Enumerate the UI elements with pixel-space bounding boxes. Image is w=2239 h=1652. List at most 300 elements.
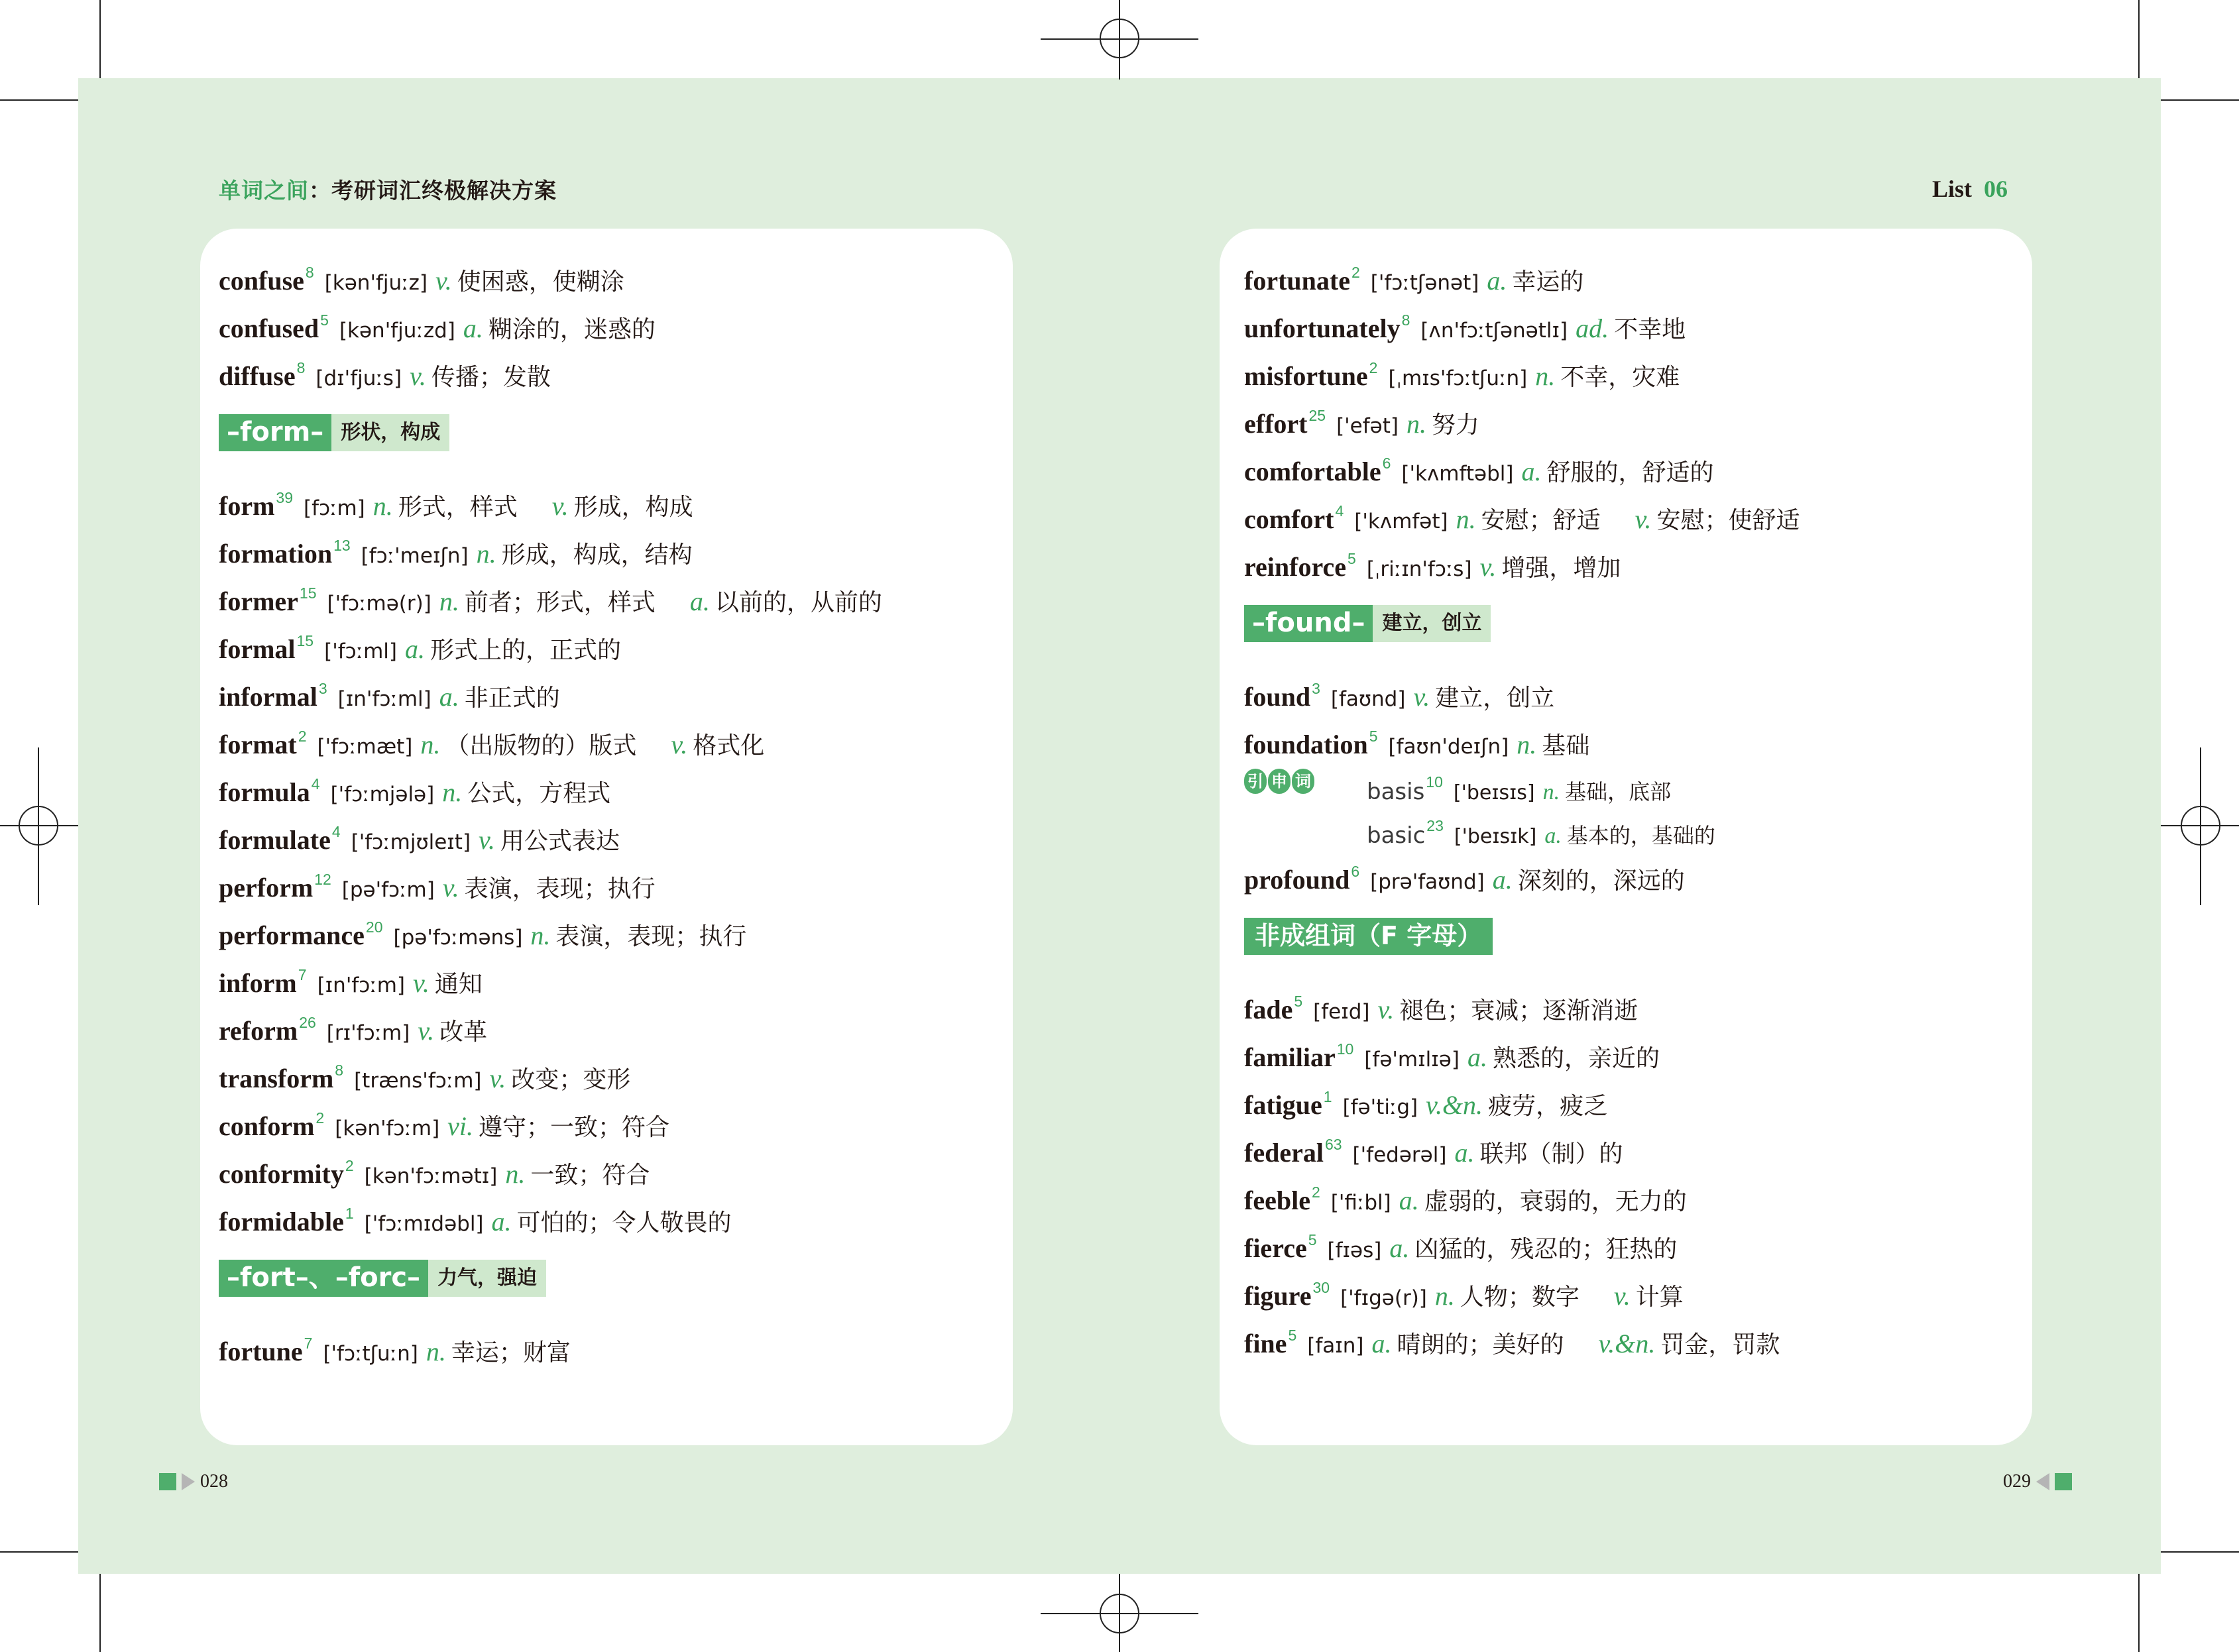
- definition: 计算: [1635, 1284, 1684, 1311]
- headword: profound: [1244, 865, 1350, 895]
- extended-entry: [1244, 804, 2026, 848]
- definition: 舒服的，舒适的: [1546, 459, 1714, 486]
- definition: 可怕的；令人敬畏的: [516, 1209, 732, 1237]
- headword: perform: [219, 873, 314, 903]
- vocab-entry: [1244, 296, 2026, 344]
- registration-line: [0, 825, 78, 826]
- frequency-count: 63: [1324, 1136, 1342, 1153]
- definition: 改革: [439, 1019, 488, 1046]
- registration-line: [1119, 0, 1120, 80]
- vocab-entry: [219, 522, 1001, 569]
- vocab-entry: [219, 665, 1001, 712]
- part-of-speech: n.: [1456, 504, 1476, 534]
- phonetic: [pə'fɔːm]: [341, 878, 435, 902]
- definition: 罚金，罚款: [1660, 1331, 1780, 1358]
- frequency-count: 26: [299, 1014, 316, 1031]
- phonetic: ['fɔːtʃənət]: [1370, 271, 1479, 295]
- page-marker-square: [2055, 1473, 2072, 1490]
- phonetic: [faʊn'deɪʃn]: [1388, 735, 1509, 759]
- phonetic: [kən'fjuːzd]: [339, 319, 455, 343]
- definition: 幸运；财富: [451, 1339, 571, 1366]
- definition: 传播；发散: [431, 364, 551, 391]
- vocab-entry: [219, 1319, 1001, 1367]
- crop-mark: [2138, 0, 2140, 78]
- part-of-speech: v.: [551, 491, 569, 521]
- headword: federal: [1244, 1138, 1324, 1168]
- headword: reinforce: [1244, 552, 1347, 582]
- headword: informal: [219, 682, 317, 712]
- vocab-entry: [219, 1142, 1001, 1189]
- section-desc: 建立，创立: [1373, 605, 1491, 642]
- phonetic: ['fɔːmjʊleɪt]: [351, 830, 471, 854]
- entry-group: [219, 474, 1001, 1237]
- definition: 不幸，灾难: [1560, 364, 1680, 391]
- section-desc: 形状，构成: [331, 414, 449, 451]
- vocab-entry: [1244, 977, 2026, 1025]
- frequency-count: 5: [1294, 993, 1303, 1010]
- part-of-speech: n.: [420, 730, 441, 759]
- phonetic: [kən'fjuːz]: [324, 271, 428, 295]
- crop-mark: [0, 1551, 78, 1553]
- headword: conform: [219, 1111, 315, 1141]
- part-of-speech: a.: [439, 682, 459, 712]
- part-of-speech: n.: [373, 491, 393, 521]
- part-of-speech: n.: [1542, 780, 1560, 804]
- sub-word: basic: [1367, 822, 1426, 849]
- vocab-entry: [1244, 439, 2026, 487]
- phonetic: [ˌmɪs'fɔːtʃuːn]: [1388, 366, 1528, 390]
- vocab-entry: [219, 296, 1001, 344]
- frequency-count: 5: [1308, 1231, 1317, 1248]
- phonetic: ['beɪsɪs]: [1453, 781, 1535, 804]
- definition: 格式化: [693, 732, 765, 759]
- crop-mark: [2138, 1574, 2140, 1652]
- definition: 遵守；一致；符合: [479, 1114, 670, 1141]
- vocab-entry: [1244, 248, 2026, 296]
- phonetic: ['fɔːtʃuːn]: [323, 1342, 418, 1366]
- phonetic: [ʌn'fɔːtʃənətlɪ]: [1420, 319, 1568, 343]
- vocab-entry: [219, 951, 1001, 999]
- part-of-speech: a.: [1399, 1185, 1419, 1215]
- headword: comfort: [1244, 504, 1334, 534]
- frequency-count: 2: [298, 728, 307, 745]
- page-number-right: [2003, 1471, 2072, 1492]
- phonetic: [prə'faʊnd]: [1370, 870, 1485, 894]
- phonetic: [træns'fɔːm]: [354, 1069, 482, 1093]
- part-of-speech: n.: [505, 1159, 526, 1189]
- frequency-count: 23: [1426, 817, 1444, 834]
- part-of-speech: v.: [410, 361, 426, 391]
- headword: figure: [1244, 1281, 1312, 1311]
- part-of-speech: a.: [491, 1207, 512, 1237]
- page-marker-arrow: [182, 1473, 195, 1490]
- part-of-speech: v.: [479, 825, 495, 855]
- definition: 通知: [434, 971, 483, 998]
- frequency-count: 3: [318, 680, 327, 697]
- definition: 建立，创立: [1435, 685, 1555, 712]
- section-heading-fort: [219, 1260, 1001, 1297]
- frequency-count: 1: [1323, 1088, 1332, 1105]
- vocab-entry: [1244, 535, 2026, 582]
- frequency-count: 8: [335, 1062, 344, 1079]
- headword: diffuse: [219, 361, 296, 391]
- definition: 非正式的: [464, 685, 560, 712]
- vocab-entry: [1244, 1168, 2026, 1216]
- frequency-count: 7: [298, 966, 307, 983]
- definition: 糊涂的，迷惑的: [488, 316, 656, 343]
- part-of-speech: a.: [1371, 1329, 1392, 1358]
- sub-word: basis: [1367, 779, 1425, 805]
- phonetic: [kən'fɔːmətɪ]: [364, 1164, 498, 1188]
- part-of-speech: n.: [1407, 409, 1426, 439]
- headword: fortunate: [1244, 266, 1350, 296]
- part-of-speech: v.: [435, 266, 452, 296]
- part-of-speech: v.: [442, 873, 459, 903]
- phonetic: ['efət]: [1336, 414, 1399, 438]
- vocab-entry: [219, 248, 1001, 296]
- definition: 形式上的，正式的: [430, 637, 622, 664]
- registration-line: [38, 747, 39, 905]
- definition: 形式，样式: [398, 494, 518, 521]
- part-of-speech: a.: [689, 586, 710, 616]
- frequency-count: 5: [1348, 550, 1356, 567]
- registration-line: [1119, 1574, 1120, 1652]
- phonetic: ['fɪgə(r)]: [1340, 1286, 1427, 1310]
- frequency-count: 5: [320, 311, 329, 329]
- vocab-entry: [219, 1189, 1001, 1237]
- phonetic: [faʊnd]: [1330, 687, 1406, 711]
- definition: 形成，构成，结构: [501, 541, 693, 569]
- phonetic: [dɪ'fjuːs]: [316, 366, 402, 390]
- frequency-count: 8: [305, 264, 314, 281]
- part-of-speech: v.: [1613, 1281, 1631, 1311]
- definition: 晴朗的；美好的: [1397, 1331, 1564, 1358]
- part-of-speech: a.: [1454, 1138, 1475, 1168]
- headword: formal: [219, 634, 296, 664]
- left-page-content: [219, 248, 1001, 1367]
- phonetic: ['fiːbl]: [1330, 1191, 1391, 1215]
- book-title-rest: ：考研词汇终极解决方案: [309, 178, 557, 203]
- part-of-speech: v.: [1413, 682, 1430, 712]
- vocab-entry: [1244, 1264, 2026, 1311]
- definition: 使困惑，使糊涂: [457, 268, 624, 296]
- vocab-entry: [219, 474, 1001, 522]
- definition: 联邦（制）的: [1479, 1140, 1623, 1168]
- headword: form: [219, 491, 275, 521]
- part-of-speech: a.: [1487, 266, 1507, 296]
- phonetic: ['beɪsɪk]: [1454, 825, 1537, 848]
- vocab-entry: [1244, 848, 2026, 895]
- headword: formation: [219, 539, 333, 569]
- section-heading-nonroot: [1244, 918, 2026, 955]
- headword: fierce: [1244, 1233, 1307, 1263]
- definition: 前者；形式，样式: [464, 589, 656, 616]
- headword: inform: [219, 968, 297, 998]
- extended-entry: [1244, 760, 2026, 804]
- definition: 用公式表达: [500, 828, 620, 855]
- part-of-speech: a.: [1492, 865, 1513, 895]
- entry-group: [1244, 248, 2026, 582]
- part-of-speech: n.: [439, 586, 459, 616]
- part-of-speech: a.: [1467, 1042, 1487, 1072]
- part-of-speech: v.: [413, 968, 430, 998]
- frequency-count: 2: [1351, 264, 1360, 281]
- definition: 改变；变形: [511, 1066, 631, 1093]
- phonetic: ['fɔːmɪdəbl]: [364, 1212, 484, 1236]
- part-of-speech: a.: [1389, 1233, 1410, 1263]
- frequency-count: 8: [296, 359, 306, 376]
- frequency-count: 30: [1312, 1279, 1330, 1296]
- definition: （出版物的）版式: [445, 732, 637, 759]
- phonetic: ['fedərəl]: [1352, 1143, 1447, 1167]
- vocab-entry: [219, 569, 1001, 617]
- crop-mark: [0, 99, 78, 101]
- page-marker-arrow: [2036, 1473, 2049, 1490]
- entry-group: [219, 248, 1001, 392]
- frequency-count: 25: [1308, 407, 1326, 424]
- entry-group: [1244, 977, 2026, 1359]
- vocab-entry: [1244, 487, 2026, 535]
- headword: unfortunately: [1244, 313, 1401, 343]
- frequency-count: 39: [276, 489, 293, 506]
- entry-group: [219, 1319, 1001, 1367]
- definition: 安慰；使舒适: [1656, 507, 1800, 534]
- vocab-entry: [219, 712, 1001, 760]
- part-of-speech: a.: [1544, 824, 1562, 848]
- frequency-count: 13: [333, 537, 351, 554]
- headword: confused: [219, 313, 319, 343]
- part-of-speech: v.: [671, 730, 688, 759]
- phonetic: ['fɔːmæt]: [317, 735, 413, 759]
- part-of-speech: v.: [1635, 504, 1652, 534]
- vocab-entry: [1244, 1073, 2026, 1121]
- page-number: 029: [2003, 1471, 2031, 1492]
- frequency-count: 4: [1335, 502, 1344, 520]
- definition: 努力: [1432, 412, 1480, 439]
- headword: transform: [219, 1064, 334, 1093]
- part-of-speech: v.&n.: [1598, 1329, 1656, 1358]
- definition: 公式，方程式: [467, 780, 611, 807]
- badge-char: 词: [1292, 769, 1314, 794]
- section-tag: –found–: [1244, 605, 1373, 642]
- frequency-count: 8: [1401, 311, 1410, 329]
- headword: fatigue: [1244, 1090, 1322, 1120]
- section-tag: –form–: [219, 414, 331, 451]
- headword: format: [219, 730, 297, 759]
- part-of-speech: n.: [530, 920, 551, 950]
- vocab-entry: [1244, 344, 2026, 392]
- part-of-speech: v.: [1479, 552, 1497, 582]
- frequency-count: 20: [365, 918, 383, 936]
- definition: 增强，增加: [1501, 555, 1621, 582]
- definition: 疲劳，疲乏: [1488, 1093, 1608, 1120]
- frequency-count: 1: [345, 1205, 354, 1222]
- frequency-count: 6: [1351, 863, 1360, 880]
- running-header-book-title: [219, 174, 557, 205]
- vocab-entry: [219, 1046, 1001, 1094]
- frequency-count: 6: [1382, 455, 1391, 472]
- running-header-list: [1932, 175, 2008, 203]
- vocab-entry: [219, 903, 1001, 951]
- headword: confuse: [219, 266, 304, 296]
- definition: 一致；符合: [530, 1162, 650, 1189]
- book-title-prefix: 单词之间: [219, 178, 309, 203]
- vocab-entry: [1244, 1311, 2026, 1359]
- frequency-count: 15: [299, 584, 317, 602]
- phonetic: [fɪəs]: [1327, 1239, 1382, 1262]
- headword: formulate: [219, 825, 331, 855]
- definition: 熟悉的，亲近的: [1492, 1045, 1660, 1072]
- part-of-speech: v.: [1377, 995, 1395, 1024]
- headword: conformity: [219, 1159, 344, 1189]
- vocab-entry: [219, 760, 1001, 808]
- definition: 凶猛的，残忍的；狂热的: [1414, 1236, 1678, 1263]
- part-of-speech: n.: [426, 1337, 446, 1366]
- headword: fade: [1244, 995, 1293, 1024]
- page-number: 028: [200, 1471, 228, 1492]
- definition: 不幸地: [1614, 316, 1686, 343]
- right-page-content: [1244, 248, 2026, 1359]
- headword: performance: [219, 920, 365, 950]
- part-of-speech: v.: [489, 1064, 506, 1093]
- frequency-count: 2: [1311, 1184, 1320, 1201]
- phonetic: [feɪd]: [1313, 1000, 1370, 1024]
- phonetic: [fə'tiːg]: [1342, 1095, 1418, 1119]
- list-label: List: [1932, 176, 1973, 202]
- vocab-entry: [219, 855, 1001, 903]
- headword: foundation: [1244, 730, 1368, 759]
- crop-mark: [2161, 1551, 2239, 1553]
- headword: comfortable: [1244, 457, 1381, 486]
- definition: 基本的，基础的: [1566, 823, 1715, 848]
- phonetic: [kən'fɔːm]: [335, 1117, 440, 1140]
- frequency-count: 2: [345, 1157, 354, 1174]
- headword: fortune: [219, 1337, 303, 1366]
- definition: 以前的，从前的: [715, 589, 882, 616]
- section-heading-found: [1244, 605, 2026, 642]
- definition: 安慰；舒适: [1481, 507, 1601, 534]
- definition: 表演，表现；执行: [464, 875, 656, 903]
- part-of-speech: n.: [1517, 730, 1537, 759]
- phonetic: [fɔːm]: [304, 496, 365, 520]
- headword: reform: [219, 1016, 298, 1046]
- page-number-left: [159, 1471, 228, 1492]
- phonetic: [ˌriːɪn'fɔːs]: [1366, 557, 1472, 581]
- frequency-count: 12: [314, 871, 331, 888]
- definition: 基础: [1542, 732, 1590, 759]
- headword: formidable: [219, 1207, 344, 1237]
- part-of-speech: n.: [1434, 1281, 1455, 1311]
- entry-group: [1244, 665, 2026, 760]
- definition: 深刻的，深远的: [1517, 867, 1685, 895]
- crop-mark: [2161, 99, 2239, 101]
- part-of-speech: n.: [442, 777, 463, 807]
- part-of-speech: n.: [476, 539, 496, 569]
- frequency-count: 5: [1369, 728, 1378, 745]
- section-desc: 力气，强迫: [428, 1260, 546, 1297]
- badge-char: 引: [1244, 769, 1267, 794]
- definition: 基础，底部: [1565, 779, 1672, 804]
- frequency-count: 5: [1288, 1327, 1297, 1344]
- part-of-speech: vi.: [447, 1111, 474, 1141]
- definition: 形成，构成: [573, 494, 693, 521]
- frequency-count: 2: [316, 1109, 325, 1127]
- definition: 幸运的: [1512, 268, 1584, 296]
- phonetic: ['kʌmftəbl]: [1401, 462, 1514, 486]
- frequency-count: 7: [304, 1335, 313, 1352]
- badge-char: 申: [1268, 769, 1291, 794]
- section-tag: –fort–、–forc–: [219, 1260, 428, 1297]
- headword: feeble: [1244, 1185, 1310, 1215]
- definition: 褪色；衰减；逐渐消逝: [1399, 997, 1638, 1024]
- registration-line: [2200, 747, 2201, 905]
- frequency-count: 4: [311, 775, 320, 793]
- part-of-speech: n.: [1535, 361, 1556, 391]
- vocab-entry: [1244, 665, 2026, 712]
- frequency-count: 15: [296, 632, 314, 649]
- vocab-entry: [1244, 1121, 2026, 1168]
- crop-mark: [99, 0, 101, 78]
- headword: effort: [1244, 409, 1308, 439]
- phonetic: [pə'fɔːməns]: [393, 926, 523, 950]
- phonetic: ['fɔːmjələ]: [330, 783, 435, 806]
- phonetic: [ɪn'fɔːm]: [317, 973, 406, 997]
- phonetic: ['fɔːml]: [324, 639, 398, 663]
- frequency-count: 2: [1369, 359, 1378, 376]
- part-of-speech: v.: [418, 1016, 435, 1046]
- headword: former: [219, 586, 298, 616]
- part-of-speech: a.: [405, 634, 426, 664]
- phonetic: [fɔː'meɪʃn]: [361, 544, 469, 568]
- vocab-entry: [219, 617, 1001, 665]
- part-of-speech: a.: [1521, 457, 1542, 486]
- phonetic: [ɪn'fɔːml]: [337, 687, 431, 711]
- vocab-entry: [219, 808, 1001, 855]
- section-heading-form: [219, 414, 1001, 451]
- vocab-entry: [1244, 1025, 2026, 1073]
- frequency-count: 10: [1336, 1040, 1354, 1058]
- headword: familiar: [1244, 1042, 1336, 1072]
- part-of-speech: ad.: [1576, 313, 1609, 343]
- vocab-entry: [219, 344, 1001, 392]
- phonetic: ['fɔːmə(r)]: [327, 592, 431, 616]
- extended-words-badge: [1244, 769, 1314, 795]
- definition: 表演，表现；执行: [555, 923, 747, 950]
- phonetic: [faɪn]: [1307, 1334, 1364, 1358]
- vocab-entry: [219, 999, 1001, 1046]
- section-tag: 非成组词（F 字母）: [1244, 918, 1493, 955]
- page-marker-square: [159, 1473, 176, 1490]
- headword: misfortune: [1244, 361, 1368, 391]
- definition: 人物；数字: [1460, 1284, 1579, 1311]
- headword: found: [1244, 682, 1311, 712]
- vocab-entry: [1244, 1216, 2026, 1264]
- crop-mark: [99, 1574, 101, 1652]
- vocab-entry: [1244, 712, 2026, 760]
- part-of-speech: a.: [463, 313, 483, 343]
- frequency-count: 10: [1426, 773, 1443, 791]
- headword: formula: [219, 777, 310, 807]
- vocab-entry: [219, 1094, 1001, 1142]
- list-number: 06: [1984, 176, 2008, 202]
- part-of-speech: v.&n.: [1426, 1090, 1483, 1120]
- phonetic: [fə'mɪlɪə]: [1364, 1048, 1460, 1072]
- frequency-count: 3: [1312, 680, 1320, 697]
- frequency-count: 4: [331, 823, 341, 840]
- headword: fine: [1244, 1329, 1287, 1358]
- phonetic: [rɪ'fɔːm]: [326, 1021, 410, 1045]
- entry-group: [1244, 848, 2026, 895]
